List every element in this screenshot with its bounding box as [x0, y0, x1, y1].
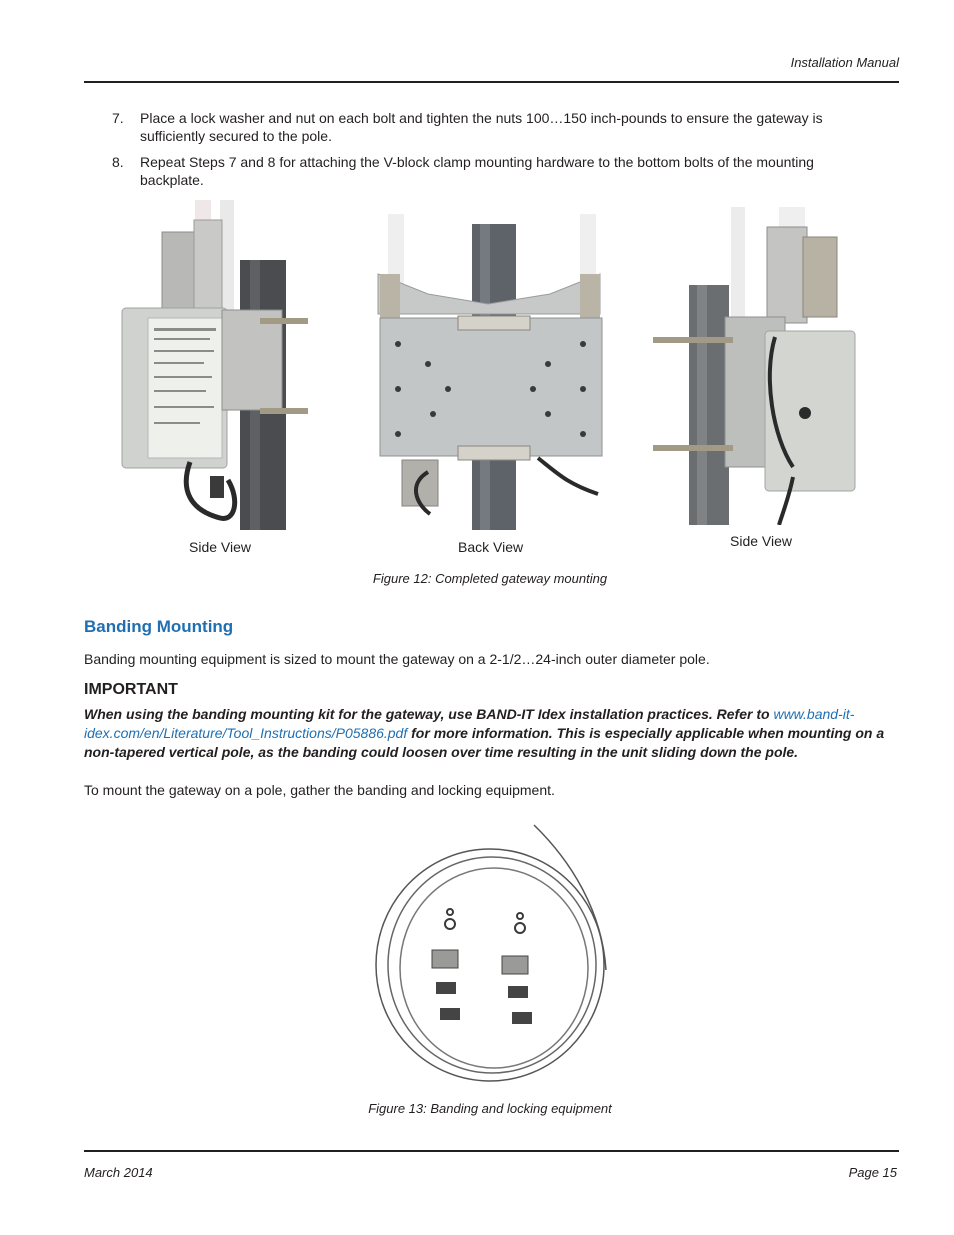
side-view-photo-1 [110, 200, 332, 530]
footer-rule [84, 1150, 899, 1152]
figure13-caption: Figure 13: Banding and locking equipment [368, 1101, 612, 1116]
banding-equipment-photo [370, 820, 610, 1085]
step-number: 8. [112, 154, 124, 170]
step-text: Repeat Steps 7 and 8 for attaching the V-block clamp mounting hardware to the bottom bolts of the mounting backplate. [140, 154, 814, 188]
important-note [84, 705, 914, 762]
footer-date: March 2014 [84, 1165, 153, 1180]
figure12-view-label: Side View [189, 539, 252, 555]
step-7 [84, 109, 884, 147]
important-heading: IMPORTANT [84, 681, 178, 698]
figure12-view-label: Side View [730, 533, 793, 549]
gather-instruction: To mount the gateway on a pole, gather the banding and locking equipment. [84, 782, 555, 798]
figure12-caption: Figure 12: Completed gateway mounting [372, 571, 608, 586]
section-title: Banding Mounting [84, 617, 234, 636]
side-view-photo-2 [653, 207, 875, 525]
step-number: 7. [112, 110, 124, 126]
section-intro: Banding mounting equipment is sized to mount the gateway on a 2-1/2…24-inch outer diameter pole. [84, 651, 710, 667]
important-text: for more information. This is especially applicable when mounting on a non-tapered vertical pole, as the banding could loosen over time resulting in the unit sliding down the pole. [84, 725, 885, 760]
back-view-photo [368, 214, 612, 530]
important-text: When using the banding mounting kit for the gateway, use BAND-IT Idex installation practices. Refer to [84, 706, 774, 722]
header-title: Installation Manual [790, 55, 899, 70]
figure12-view-label: Back View [458, 539, 524, 555]
footer-page-number: Page 15 [848, 1165, 897, 1180]
band-it-link[interactable]: www.band-it-idex.com/en/Literature/Tool_Instructions/P05886.pdf [84, 706, 855, 741]
step-text: Place a lock washer and nut on each bolt and tighten the nuts 100…150 inch-pounds to ensure the gateway is sufficiently secured to the pole. [140, 110, 823, 144]
header-rule [84, 81, 899, 83]
step-8 [84, 153, 884, 191]
